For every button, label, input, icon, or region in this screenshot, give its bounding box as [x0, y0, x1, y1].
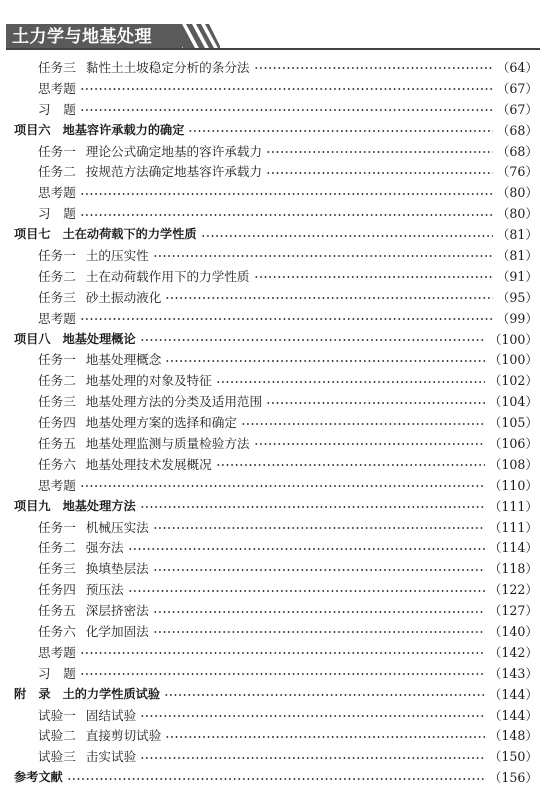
toc-entry-label: 项目六 — [14, 122, 51, 137]
toc-entry[interactable] — [14, 411, 538, 432]
toc-entry-title: 按规范方法确定地基容许承载力 — [85, 164, 263, 180]
toc-entry[interactable] — [14, 369, 538, 390]
toc-page-number: （68） — [496, 143, 538, 159]
toc-page-number: （100） — [488, 352, 538, 368]
toc-entry-title: 土在动荷载下的力学性质 — [62, 227, 197, 242]
toc-entry-label: 任务二 — [38, 373, 76, 389]
toc-entry-label: 项目八 — [14, 331, 51, 346]
toc-entry-title: 化学加固法 — [85, 623, 149, 639]
toc-page-number: （140） — [488, 623, 538, 639]
toc-leader-dots — [201, 235, 493, 237]
toc-entry-title: 强夯法 — [85, 540, 124, 556]
toc-leader-dots — [67, 778, 485, 780]
toc-entry[interactable] — [14, 160, 538, 181]
toc-leader-dots — [254, 67, 493, 69]
toc-page-number: （150） — [488, 749, 538, 765]
toc-entry-title: 理论公式确定地基的容许承载力 — [85, 143, 263, 159]
toc-leader-dots — [216, 464, 485, 466]
toc-entry-label: 思考题 — [38, 310, 76, 326]
toc-entry-title: 地基处理概论 — [62, 331, 136, 346]
toc-entry-title: 土在动荷载作用下的力学性质 — [85, 268, 250, 284]
toc-page-number: （81） — [496, 247, 538, 263]
toc-leader-dots — [80, 88, 493, 90]
toc-entry-label: 任务四 — [38, 415, 76, 431]
toc-leader-dots — [140, 339, 485, 341]
toc-entry-title: 地基处理方法的分类及适用范围 — [85, 394, 263, 410]
toc-page-number: （102） — [488, 373, 538, 389]
toc-leader-dots — [164, 694, 485, 696]
toc-entry[interactable] — [14, 557, 538, 578]
toc-page-number: （99） — [496, 310, 538, 326]
page-header — [0, 0, 554, 54]
toc-entry-label: 思考题 — [38, 80, 76, 96]
toc-leader-dots — [80, 652, 485, 654]
toc-entry-title: 预压法 — [85, 582, 124, 598]
toc-entry-title: 固结试验 — [85, 707, 137, 723]
toc-entry-label: 任务五 — [38, 435, 76, 451]
toc-leader-dots — [153, 611, 485, 613]
toc-page-number: （122） — [488, 582, 538, 598]
toc-page-number: （143） — [488, 665, 538, 681]
toc-entry[interactable] — [14, 56, 538, 77]
toc-entry[interactable] — [14, 348, 538, 369]
toc-entry-label: 任务四 — [38, 582, 76, 598]
toc-entry[interactable] — [14, 536, 538, 557]
toc-page-number: （67） — [496, 80, 538, 96]
toc-page-number: （144） — [488, 707, 538, 723]
toc-page-number: （68） — [496, 122, 538, 138]
toc-page-number: （76） — [496, 164, 538, 180]
toc-leader-dots — [153, 631, 485, 633]
toc-entry[interactable] — [14, 286, 538, 307]
toc-entry-label: 任务六 — [38, 456, 76, 472]
toc-page-number: （95） — [496, 289, 538, 305]
toc-entry-label: 试验二 — [38, 728, 76, 744]
toc-entry[interactable] — [14, 641, 538, 662]
toc-leader-dots — [254, 443, 485, 445]
toc-entry-title: 换填垫层法 — [85, 561, 149, 577]
toc-entry[interactable] — [14, 181, 538, 202]
toc-entry-label: 任务一 — [38, 352, 76, 368]
toc-entry-label: 任务三 — [38, 561, 76, 577]
toc-entry-title: 土的力学性质试验 — [62, 686, 161, 701]
toc-leader-dots — [188, 130, 492, 132]
toc-leader-dots — [80, 485, 485, 487]
toc-entry[interactable] — [14, 265, 538, 286]
toc-leader-dots — [266, 402, 485, 404]
toc-entry-title: 地基处理概念 — [85, 352, 162, 368]
toc-page-number: （111） — [488, 519, 538, 535]
toc-section-entry[interactable] — [14, 766, 538, 787]
book-title: 土力学与地基处理 — [12, 27, 152, 47]
toc-entry[interactable] — [14, 202, 538, 223]
toc-leader-dots — [266, 172, 493, 174]
toc-entry-title: 地基处理方案的选择和确定 — [85, 415, 237, 431]
toc-entry-title: 地基处理方法 — [62, 498, 136, 513]
toc-entry-label: 任务三 — [38, 59, 76, 75]
toc-section-entry[interactable] — [14, 119, 538, 140]
toc-entry[interactable] — [14, 725, 538, 746]
toc-entry-title: 机械压实法 — [85, 519, 149, 535]
book-title-bar — [6, 24, 182, 50]
toc-entry-title: 砂土振动液化 — [85, 289, 162, 305]
header-stripes-decoration — [170, 24, 220, 50]
toc-entry-label: 试验三 — [38, 749, 76, 765]
header-rule — [6, 48, 540, 50]
toc-page-number: （156） — [488, 770, 538, 786]
toc-entry-label: 思考题 — [38, 644, 76, 660]
toc-entry-label: 任务三 — [38, 394, 76, 410]
toc-entry-label: 参考文献 — [14, 770, 63, 785]
toc-entry-title: 击实试验 — [85, 749, 137, 765]
toc-page-number: （148） — [488, 728, 538, 744]
toc-entry-title: 深层挤密法 — [85, 603, 149, 619]
toc-page-number: （127） — [488, 603, 538, 619]
toc-leader-dots — [128, 548, 485, 550]
toc-entry-title: 土的压实性 — [85, 247, 149, 263]
toc-entry-title: 地基处理技术发展概况 — [85, 456, 212, 472]
toc-entry[interactable] — [14, 390, 538, 411]
toc-entry[interactable] — [14, 704, 538, 725]
toc-leader-dots — [153, 569, 485, 571]
toc-entry[interactable] — [14, 620, 538, 641]
toc-leader-dots — [165, 736, 484, 738]
toc-page-number: （80） — [496, 185, 538, 201]
toc-entry[interactable] — [14, 599, 538, 620]
toc-entry-label: 任务二 — [38, 164, 76, 180]
toc-entry-label: 思考题 — [38, 185, 76, 201]
toc-entry-label: 任务二 — [38, 540, 76, 556]
toc-entry-label: 项目九 — [14, 498, 51, 513]
toc-entry-title: 地基处理监测与质量检验方法 — [85, 435, 250, 451]
toc-entry-label: 思考题 — [38, 477, 76, 493]
toc-leader-dots — [80, 214, 493, 216]
toc-page-number: （91） — [496, 268, 538, 284]
toc-entry-label: 任务一 — [38, 519, 76, 535]
toc-entry[interactable] — [14, 98, 538, 119]
toc-page-number: （104） — [488, 394, 538, 410]
toc-entry-label: 习 题 — [38, 665, 76, 681]
toc-entry-title: 地基容许承载力的确定 — [62, 122, 185, 137]
toc-page-number: （114） — [488, 540, 538, 556]
toc-entry[interactable] — [14, 662, 538, 683]
toc-page-number: （110） — [488, 477, 538, 493]
toc-leader-dots — [254, 276, 493, 278]
toc-leader-dots — [266, 151, 493, 153]
toc-entry-title: 黏性土土坡稳定分析的条分法 — [85, 59, 250, 75]
toc-leader-dots — [128, 590, 485, 592]
toc-entry-label: 任务五 — [38, 603, 76, 619]
toc-page-number: （142） — [488, 644, 538, 660]
toc-leader-dots — [140, 506, 485, 508]
toc-page-number: （108） — [488, 456, 538, 472]
toc-leader-dots — [165, 360, 484, 362]
toc-page-number: （144） — [488, 686, 538, 702]
toc-entry[interactable] — [14, 453, 538, 474]
toc-entry[interactable] — [14, 432, 538, 453]
toc-entry-title: 直接剪切试验 — [85, 728, 162, 744]
toc-entry-title: 地基处理的对象及特征 — [85, 373, 212, 389]
toc-page-number: （118） — [488, 561, 538, 577]
toc-leader-dots — [140, 757, 485, 759]
toc-entry-label: 习 题 — [38, 206, 76, 222]
toc-leader-dots — [80, 193, 493, 195]
toc-entry[interactable] — [14, 474, 538, 495]
toc-entry-label: 任务六 — [38, 623, 76, 639]
toc-leader-dots — [140, 715, 485, 717]
toc-section-entry[interactable] — [14, 223, 538, 244]
toc-page-number: （105） — [488, 415, 538, 431]
toc-entry-label: 试验一 — [38, 707, 76, 723]
toc-leader-dots — [80, 673, 485, 675]
toc-page-number: （111） — [488, 498, 538, 514]
toc-entry-label: 附 录 — [14, 686, 51, 701]
toc-entry[interactable] — [14, 244, 538, 265]
toc-page-number: （100） — [488, 331, 538, 347]
toc-entry-label: 习 题 — [38, 101, 76, 117]
toc-page-number: （106） — [488, 435, 538, 451]
toc-leader-dots — [241, 423, 485, 425]
toc-leader-dots — [80, 318, 493, 320]
toc-page-number: （64） — [496, 59, 538, 75]
table-of-contents — [14, 56, 538, 787]
toc-entry[interactable] — [14, 516, 538, 537]
toc-entry[interactable] — [14, 307, 538, 328]
toc-leader-dots — [80, 109, 493, 111]
toc-section-entry[interactable] — [14, 683, 538, 704]
toc-leader-dots — [216, 381, 485, 383]
toc-leader-dots — [165, 297, 492, 299]
toc-entry[interactable] — [14, 578, 538, 599]
toc-entry[interactable] — [14, 745, 538, 766]
toc-leader-dots — [153, 255, 493, 257]
toc-entry[interactable] — [14, 77, 538, 98]
toc-section-entry[interactable] — [14, 328, 538, 349]
toc-entry-label: 任务一 — [38, 247, 76, 263]
toc-entry[interactable] — [14, 140, 538, 161]
toc-entry-label: 项目七 — [14, 227, 51, 242]
toc-entry-label: 任务二 — [38, 268, 76, 284]
toc-page-number: （67） — [496, 101, 538, 117]
toc-entry-label: 任务一 — [38, 143, 76, 159]
toc-leader-dots — [153, 527, 485, 529]
toc-page-number: （80） — [496, 206, 538, 222]
toc-page-number: （81） — [496, 227, 538, 243]
toc-section-entry[interactable] — [14, 495, 538, 516]
toc-entry-label: 任务三 — [38, 289, 76, 305]
